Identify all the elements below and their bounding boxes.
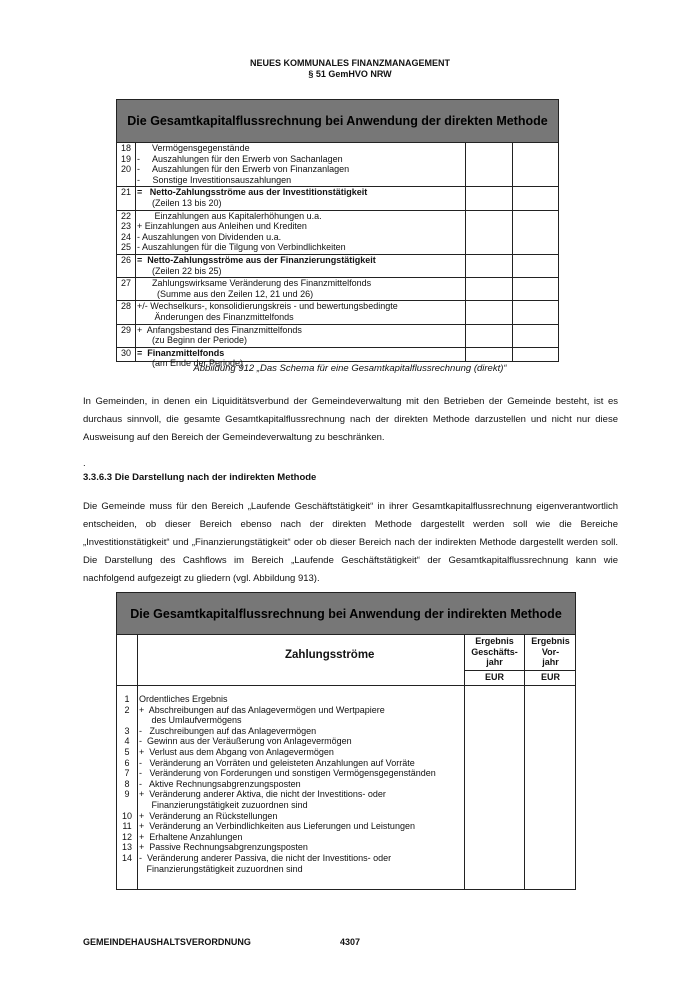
table-direct-number-divider [135,143,136,361]
row-text-line: +/- Wechselkurs-, konsolidierungskreis - und bewertungsbedingte [137,301,398,312]
item-text: - Zuschreibungen auf das Anlagevermögen [139,725,317,736]
paragraph-indirect: Die Gemeinde muss für den Bereich „Laufende Geschäftstätigkeit“ in ihrer Gesamtkapitalflussrechnung eigenverantwortlich entscheiden, ob dieser Bereich ebenso nach der direkten Methode dargestellt werden soll wie die Bereiche „Investitionstätigkeit“ und „Finanzierungstätigkeit“ oder ob dieser Bereich nach der indirekten Methode dargestellt werden soll. Die Darstellung des Cashflows im Bereich „Laufende Geschäftstätigkeit“ der Gesamtkapitalflussrechnung kann wie nachfolgend aufgezeigt zu gliedern (vgl. Abbildung 913). [83,501,618,584]
list-item [117,853,464,864]
row-number-line: 29 [120,324,131,335]
table-row [117,278,558,301]
row-text-line: - Auszahlungen für die Tilgung von Verbindlichkeiten [137,242,346,253]
item-text: + Erhaltene Anzahlungen [139,831,243,842]
row-text-line: Zahlungswirksame Veränderung des Finanzmittelfonds [137,278,372,289]
item-text: Ordentliches Ergebnis [139,694,228,704]
item-number: 4 [124,736,130,747]
row-text-line: = Netto-Zahlungsströme aus der Investitionstätigkeit [137,187,368,198]
item-text: + Abschreibungen auf das Anlagevermögen und Wertpapiere [139,704,385,715]
list-item [117,779,464,790]
item-text: - Aktive Rechnungsabgrenzungsposten [139,778,301,789]
row-number-line: 30 [120,347,131,358]
row-number [117,211,135,253]
item-number: 9 [124,789,130,800]
row-number-line: 18 [120,143,131,153]
paragraph-liquidity: In Gemeinden, in denen ein Liquiditätsverbund der Gemeindeverwaltung mit den Betrieben der Gemeinde besteht, ist es durchaus sinnvoll, die gesamte Gesamtkapitalflussrechnung nach der direkten Methode darzustellen und nicht nur diese Ausweisung auf den Bereich der Gemeindeverwaltung zu beschränken. [83,396,618,443]
row-number [117,143,135,175]
list-item [117,800,464,811]
row-number-line: 20 [120,164,131,175]
item-text: - Veränderung von Forderungen und sonstigen Vermögensgegenständen [139,768,436,779]
row-description [137,278,371,299]
item-text: + Passive Rechnungsabgrenzungsposten [139,842,308,853]
item-text: + Veränderung anderer Aktiva, die nicht der Investitions- oder [139,789,386,800]
list-item [117,832,464,843]
item-text: Finanzierungstätigkeit zuzuordnen sind [139,799,308,810]
table-row [117,301,558,324]
row-description [137,211,346,253]
row-number [117,278,135,289]
list-item [117,768,464,779]
column-header-previous-year: Ergebnis Vor- jahr [531,636,570,667]
list-item [117,758,464,769]
list-item [117,705,464,716]
footer-page-number: 4307 [340,937,361,947]
row-description [137,187,367,208]
item-number: 13 [121,842,132,853]
item-text: - Veränderung an Vorräten und geleisteten Anzahlungen auf Vorräte [139,757,415,768]
list-item [117,736,464,747]
item-number: 14 [121,852,132,863]
row-number-line: 19 [120,153,131,164]
row-description [137,301,398,322]
row-text-line: Änderungen des Finanzmittelfonds [137,311,294,322]
row-text-line: = Netto-Zahlungsströme aus der Finanzierungstätigkeit [137,254,376,265]
table-row [117,255,558,278]
row-description [137,325,302,346]
item-number: 6 [124,757,130,768]
list-item [117,715,464,726]
item-number: 8 [124,778,130,789]
row-text-line: + Anfangsbestand des Finanzmittelfonds [137,324,302,335]
table-indirect-unit-line [464,670,576,671]
list-item [117,747,464,758]
column-header-current-year: Ergebnis Geschäfts- jahr [471,636,518,667]
header-title: NEUES KOMMUNALES FINANZMANAGEMENT [250,58,450,68]
row-text-line: = Finanzmittelfonds [137,347,225,358]
row-number [117,301,135,312]
row-number-line: 23 [120,221,131,232]
item-text: Finanzierungstätigkeit zuzuordnen sind [139,863,303,874]
row-number-line: 28 [120,301,131,312]
footer-title: GEMEINDEHAUSHALTSVERORDNUNG [83,937,251,947]
row-number-line: 22 [120,210,131,221]
row-text-line: Einzahlungen aus Kapitalerhöhungen u.a. [137,210,322,221]
item-number: 11 [122,821,132,832]
row-text-line: - Auszahlungen für den Erwerb von Finanzanlagen [137,164,350,175]
row-text-line: (am Ende der Periode) [137,358,244,369]
list-item [117,694,464,705]
item-text: + Verlust aus dem Abgang von Anlagevermögen [139,746,334,757]
row-text-line: - Auszahlungen für den Erwerb von Sachanlagen [137,153,343,164]
list-item [117,821,464,832]
item-text: + Veränderung an Rückstellungen [139,810,278,821]
item-number: 12 [121,831,132,842]
list-item [117,842,464,853]
row-text-line: + Einzahlungen aus Anleihen und Krediten [137,221,307,232]
figure-caption-912: Abbildung 912 „Das Schema für eine Gesamtkapitalflussrechnung (direkt)“ [193,363,507,374]
table-indirect-body [117,694,464,874]
table-row [117,325,558,348]
row-text-line: (Summe aus den Zeilen 12, 21 und 26) [137,288,314,299]
row-text-line: - Auszahlungen von Dividenden u.a. [137,231,282,242]
table-indirect-title: Die Gesamtkapitalflussrechnung bei Anwendung der indirekten Methode [117,593,575,635]
table-row [117,187,558,210]
row-text-line: (zu Beginn der Periode) [137,335,248,346]
row-text-line: Vermögensgegenstände [137,143,250,153]
stray-dot: . [83,458,86,469]
row-text-line: (Zeilen 13 bis 20) [137,197,222,208]
list-item [117,811,464,822]
item-number: 2 [124,704,130,715]
row-number [117,255,135,266]
row-number-line: 24 [120,231,131,242]
row-number [117,325,135,336]
column-header-zahlungsstroeme: Zahlungsströme [285,649,375,661]
table-indirect-header-line [117,685,576,686]
row-description [137,255,376,276]
row-number [117,187,135,198]
item-text: - Gewinn aus der Veräußerung von Anlagevermögen [139,736,352,747]
unit-eur-previous: EUR [540,672,560,682]
row-number-line: 25 [120,242,131,253]
list-item [117,789,464,800]
table-row [117,211,558,255]
unit-eur-current: EUR [484,672,504,682]
list-item [117,726,464,737]
list-item [117,864,464,875]
section-heading: 3.3.6.3 Die Darstellung nach der indirekten Methode [83,472,317,483]
table-direct-col-divider-1 [465,143,466,361]
row-number-line: 27 [120,278,131,289]
table-indirect-method [116,592,576,890]
row-number-line: 21 [120,187,131,198]
table-direct-col-divider-2 [512,143,513,361]
item-number: 7 [124,768,130,779]
item-text: des Umlaufvermögens [139,715,242,726]
row-number-line: 26 [120,254,131,265]
item-number: 5 [124,746,130,757]
row-number [117,348,135,359]
item-text: - Veränderung anderer Passiva, die nicht der Investitions- oder [139,852,392,863]
item-number: 3 [124,725,130,736]
table-direct-title: Die Gesamtkapitalflussrechnung bei Anwendung der direkten Methode [117,100,558,143]
item-text: + Veränderung an Verbindlichkeiten aus Lieferungen und Leistungen [139,821,415,832]
row-text-line: (Zeilen 22 bis 25) [137,265,222,276]
row-text-line: - Sonstige Investitionsauszahlungen [137,174,292,185]
item-number: 1 [124,694,130,704]
table-row [117,143,558,187]
item-number: 10 [121,810,132,821]
header-subtitle: § 51 GemHVO NRW [308,69,392,79]
row-description [137,143,349,185]
